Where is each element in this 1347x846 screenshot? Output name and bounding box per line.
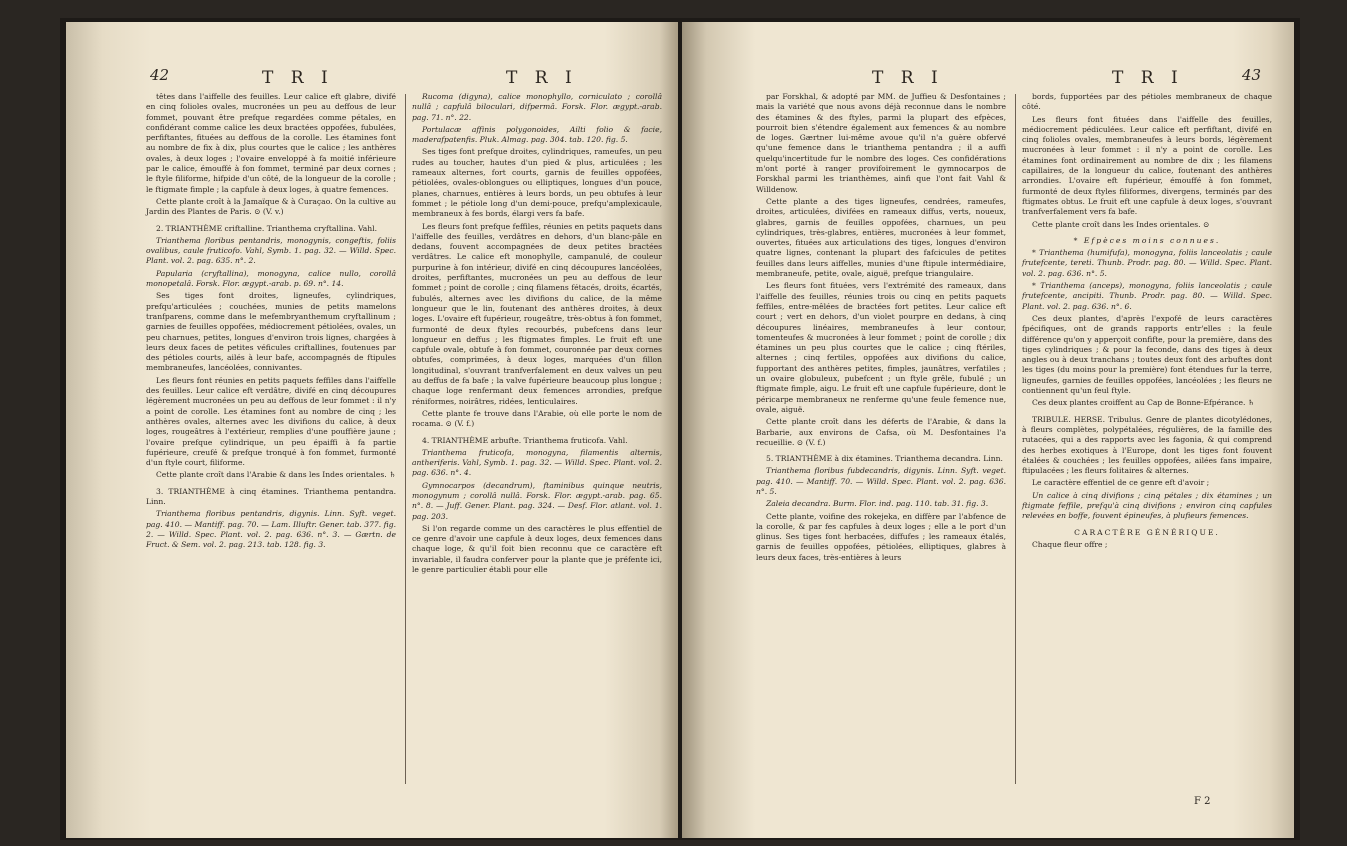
paragraph: par Forskhal, & adopté par MM. de Juffieu & Desfontaines ; mais la variété que nous avons déjà reconnue dans le nombre des étamines & des ftyles, parmi la plupart des efpèces, pourroit bien s'étendre également aux femences & au nombre de loges. Gærtner lui-même avoue qu'il n'a guère obfervé qu'une femence dans le trianthema pentandra ; il a auffi quelqu'incertitude fur le nombre des loges. Ces confidérations m'ont porté à ranger provifoirement le gymnocarpos de Forskhal parmi les trianthèmes, ainfi que l'ont fait Vahl & Willdenow. xyxy=(756,92,1006,194)
right-page xyxy=(682,22,1294,838)
text-column-right xyxy=(412,92,662,577)
paragraph: Cette plante fe trouve dans l'Arabie, où elle porte le nom de rocama. ⊙ (V. f.) xyxy=(412,408,662,429)
paragraph: Cette plante croît à la Jamaïque & à Curaçao. On la cultive au Jardin des Plantes de Paris. ⊙ (V. v.) xyxy=(146,196,396,217)
paragraph: Cette plante croît dans l'Arabie & dans les Indes orientales. ♄ xyxy=(156,470,396,480)
species-heading: 5. TRIANTHÈME à dix étamines. Trianthema decandra. Linn. xyxy=(766,454,1003,464)
paragraph: Cette plante a des tiges ligneufes, cendrées, rameufes, droites, articulées, divifées en rameaux diffus, verts, noueux, glabres, garnis de feuilles oppofées, charnues, un peu cylindriques, très-glabres, entières, mucronées à leur fommet, ouvertes, fituées aux articulations des tiges, longues d'environ quatre lignes, contenant la plupart des fafcicules de petites feuilles dans leurs aiffelles, munies d'une ftipule intermédiaire, membraneufe, petite, ovale, aiguë, prefque triangulaire. xyxy=(756,196,1006,279)
paragraph: têtes dans l'aiffelle des feuilles. Leur calice eft glabre, divifé en cinq folioles ovales, mucronées un peu au deffous de leur fommet, pouvant être prefque regardées comme pétales, en confidérant comme calice les deux bractées oppofées, fubulées, perfiftantes, fituées au deffous de la corolle. Les étamines font au nombre de fix à dix, plus courtes que le calice ; les anthères ovales, à deux loges ; l'ovaire enveloppé à fa moitié inférieure par le calice, émouffé à fon fommet, terminé par deux cornes ; le ftyle filiforme, hifpide d'un côté, de la longueur de la corolle ; le ftigmate fimple ; la capfule à deux loges, à quatre femences. xyxy=(146,92,396,194)
paragraph: * Trianthema (anceps), monogyna, foliis lanceolatis ; caule frutefcente, ancipiti. Thunb. Prodr. pag. 80. — Willd. Spec. Plant. vol. 2. pag. 636. n°. 6. xyxy=(1022,281,1272,311)
section-heading: CARACTÈRE GÉNÉRIQUE. xyxy=(1074,527,1220,537)
paragraph: Les fleurs font fituées dans l'aiffelle des feuilles, médiocrement pédiculées. Leur calice eft perfiftant, divifé en cinq folioles ovales, membraneufes à leurs bords, légèrement mucronées à leur fommet : il n'y a point de corolle. Les étamines font ordinairement au nombre de dix ; les filamens capillaires, de la longueur du calice, foutenant des anthères arrondies. L'ovaire eft fupérieur, émouffé à fon fommet, furmonté de deux ftyles filiformes, divergens, terminés par des ftigmates obtus. Le fruit eft une capfule à deux loges, s'ouvrant tranfverfalement vers fa bafe. xyxy=(1022,114,1272,217)
paragraph: Un calice à cinq divifions ; cinq pétales ; dix étamines ; un ftigmate feffile, prefqu'à cinq divifions ; environ cinq capfules relevées en boffe, fouvent épineufes, à plufieurs femences. xyxy=(1022,490,1272,521)
paragraph: Ces deux plantes croiffent au Cap de Bonne-Efpérance. ♄ xyxy=(1032,398,1255,408)
signature-mark: F 2 xyxy=(1194,796,1211,807)
paragraph: Si l'on regarde comme un des caractères le plus effentiel de ce genre d'avoir une capfule à deux loges, deux femences dans chaque loge, & qu'il foit bien reconnu que ce caractère eft invariable, il faudra conferver pour la plante que je préfente ici, le genre particulier établi pour elle xyxy=(412,523,662,575)
species-heading: 3. TRIANTHÈME à cinq étamines. Trianthema pentandra. Linn. xyxy=(146,486,396,506)
paragraph: Trianthema fruticofa, monogyna, filamentis alternis, antheriferis. Vahl, Symb. 1. pag. 32. — Willd. Spec. Plant. vol. 2. pag. 636. n°. 4. xyxy=(412,447,662,478)
species-heading: 2. TRIANTHÈME criftalline. Trianthema cryftallina. Vahl. xyxy=(156,223,377,233)
paragraph: Chaque fleur offre ; xyxy=(1032,539,1108,549)
paragraph: * Trianthema (humifufa), monogyna, foliis lanceolatis ; caule frutefcente, tereti. Thunb. Prodr. pag. 80. — Willd. Spec. Plant. vol. 2. pag. 636. n°. 5. xyxy=(1022,248,1272,278)
page-number: 43 xyxy=(1242,66,1262,84)
paragraph: Cette plante croît dans les déferts de l'Arabie, & dans la Barbarie, aux environs de Cafsa, où M. Desfontaines l'a recueillie. ⊙ (V. f.) xyxy=(756,417,1006,447)
column-rule xyxy=(1015,94,1016,784)
page-number: 42 xyxy=(150,66,170,84)
paragraph: Portulacæ affinis polygonoides, Ailti folio & facie, maderafpatenfis. Pluk. Almag. pag. 304. tab. 120. fig. 5. xyxy=(412,124,662,145)
running-header: T R I xyxy=(506,68,578,88)
paragraph: Rucoma (digyna), calice monophyllo, corniculato ; corollâ nullâ ; capfulâ biloculari, difpermâ. Forsk. Flor. ægypt.-arab. pag. 71. n°. 22. xyxy=(412,92,662,122)
paragraph: Les fleurs font fituées, vers l'extrémité des rameaux, dans l'aiffelle des feuilles, réunies trois ou cinq en petits paquets feffiles, entre-mêlées de bractées fort petites. Leur calice eft court ; vert en dehors, d'un violet pourpre en dedans, à cinq découpures linéaires, membraneufes à leur contour, tomenteufes & mucronées à leur fommet ; point de corolle ; dix étamines un peu plus courtes que le calice ; cinq ftériles, alternes ; cinq fertiles, oppofées aux divifions du calice, fupportant des anthères petites, fimples, jaunâtres, verfatiles ; un ovaire globuleux, pubefcent ; un ftyle grêle, fubulé ; un ftigmate fimple, aigu. Le fruit eft une capfule fupérieure, dont le péricarpe membraneux ne renferme qu'une feule femence nue, ovale, aiguë. xyxy=(756,281,1006,414)
column-rule xyxy=(405,94,406,784)
text-column-right xyxy=(1022,92,1272,552)
paragraph: Les fleurs font réunies en petits paquets feffiles dans l'aiffelle des feuilles. Leur calice eft verdâtre, divifé en cinq découpures légèrement mucronées un peu au deffous de leur fommet : il n'y a point de corolle. Les étamines font au nombre de cinq ; les anthères ovales, alternes avec les divifions du calice, à deux loges, rougeâtres à l'extérieur, remplies d'une pouffière jaune ; l'ovaire prefque cylindrique, un peu épaiffi à fa partie fupérieure, creufé & prefque tronqué à fon fommet, furmonté d'un ftyle court, filiforme. xyxy=(146,375,396,468)
text-column-left xyxy=(146,92,396,552)
book-spread xyxy=(60,18,1300,840)
left-page xyxy=(66,22,678,838)
paragraph: Ces deux plantes, d'après l'expofé de leurs caractères fpécifiques, ont de grands rapports entr'elles : la feule différence qu'on y apperçoit confifte, pour la première, dans des tiges cylindriques ; & pour la feconde, dans des tiges à deux angles ou à deux tranchans ; toutes deux font des arbuftes dont les tiges (du moins pour la première) font étendues fur la terre, ligneufes, garnies de feuilles oppofées, lancéolées ; les fleurs ne contiennent qu'un feul ftyle. xyxy=(1022,313,1272,396)
genus-heading: TRIBULE. HERSE. Tribulus. Genre de plantes dicotylédones, à fleurs complètes, polypétalées, régulières, de la famille des rutacées, qui a des rapports avec les fagonia, & qui comprend des herbes exotiques à l'Europe, dont les tiges font fouvent étalées & couchées ; les feuilles oppofées, ailées fans impaire, ftipulacées ; les fleurs folitaires & alternes. xyxy=(1022,414,1272,476)
running-header: T R I xyxy=(1112,68,1184,88)
running-header: T R I xyxy=(872,68,944,88)
paragraph: Zaleia decandra. Burm. Flor. ind. pag. 110. tab. 31. fig. 3. xyxy=(766,499,989,509)
paragraph: Le caractère effentiel de ce genre eft d'avoir ; xyxy=(1032,478,1210,488)
paragraph: Gymnocarpos (decandrum), ftaminibus quinque neutris, monogynum ; corollâ nullâ. Forsk. Flor. ægypt.-arab. pag. 65. n°. 8. — Juff. Gener. Plant. pag. 324. — Desf. Flor. atlant. vol. 1. pag. 203. xyxy=(412,480,662,521)
paragraph: Trianthema floribus pentandris, monogynis, congeftis, foliis ovalibus, caule fruticofo. Vahl, Symb. 1. pag. 32. — Willd. Spec. Plant. vol. 2. pag. 635. n°. 2. xyxy=(146,235,396,266)
paragraph: Cette plante, voifine des rokejeka, en diffère par l'abfence de la corolle, & par fes capfules à deux loges ; elle a le port d'un glinus. Ses tiges font herbacées, diffufes ; les rameaux étalés, garnis de feuilles oppofées, pétiolées, elliptiques, glabres à leurs deux faces, très-entières à leurs xyxy=(756,511,1006,562)
section-heading: * Efpèces moins connues. xyxy=(1073,235,1221,245)
paragraph: Cette plante croît dans les Indes orientales. ⊙ xyxy=(1032,219,1210,229)
paragraph: Ses tiges font droites, ligneufes, cylindriques, prefqu'articulées ; couchées, munies de petits mamelons tranfparens, comme dans le mefembryanthemum cryftallinum ; garnies de feuilles oppofées, médiocrement pétiolées, ovales, un peu charnues, petites, longues d'environ trois lignes, chargées à leurs deux faces de petites véficules criftallines, foutenues par des pétioles courts, ailés à leur bafe, accompagnés de ftipules membraneufes, lancéolées, connivantes. xyxy=(146,291,396,373)
species-heading: 4. TRIANTHÈME arbufte. Trianthema fruticofa. Vahl. xyxy=(422,435,628,445)
paragraph: Ses tiges font prefque droites, cylindriques, rameufes, un peu rudes au toucher, hautes d'un pied & plus, articulées ; les rameaux alternes, fort courts, garnis de feuilles oppofées, pétiolées, ovales-oblongues ou elliptiques, longues d'un pouce, planes, charnues, entières à leurs bords, un peu obtufes à leur fommet ; le pétiole long d'un demi-pouce, prefqu'amplexicaule, membraneux à fes bords, élargi vers fa bafe. xyxy=(412,147,662,219)
paragraph: bords, fupportées par des pétioles membraneux de chaque côté. xyxy=(1022,92,1272,112)
paragraph: Papularia (cryftallina), monogyna, calice nullo, corollâ monopetalâ. Forsk. Flor. ægypt.-arab. p. 69. n°. 14. xyxy=(146,268,396,289)
running-header: T R I xyxy=(262,68,334,88)
text-column-left xyxy=(756,92,1006,565)
paragraph: Les fleurs font prefque feffiles, réunies en petits paquets dans l'aiffelle des feuilles, verdâtres en dehors, d'un blanc-pâle en dedans, fouvent accompagnées de deux petites bractées verdâtres. Le calice eft monophylle, campanulé, de couleur purpurine à fon intérieur, divifé en cinq découpures lancéolées, droites, perfiftantes, mucronées un peu au deffous de leur fommet ; point de corolle ; cinq filamens fétacés, droits, écartés, fubulés, alternes avec les divifions du calice, de la même longueur que le lin, foutenant des anthères droites, à deux loges. L'ovaire eft fupérieur, rougeâtre, très-obtus à fon fommet, furmonté de deux ftyles recourbés, pubefcens dans leur longueur en deffus ; les ftigmates fimples. Le fruit eft une capfule ovale, obtufe à fon fommet, couronnée par deux cornes obtufes, comprimées, à deux loges, marquées d'un fillon longitudinal, s'ouvrant tranfverfalement en deux valves un peu au deffus de fa bafe ; la valve fupérieure beaucoup plus longue ; chaque loge renfermant deux femences arrondies, prefque réniformes, noirâtres, ridées, lenticulaires. xyxy=(412,221,662,406)
paragraph: Trianthema floribus pentandris, digynis. Linn. Syft. veget. pag. 410. — Mantiff. pag. 70. — Lam. Illuftr. Gener. tab. 377. fig. 2. — Willd. Spec. Plant. vol. 2. pag. 636. n°. 3. — Gærtn. de Fruct. & Sem. vol. 2. pag. 213. tab. 128. fig. 3. xyxy=(146,509,396,550)
paragraph: Trianthema floribus fubdecandris, digynis. Linn. Syft. veget. pag. 410. — Mantiff. 70. — Willd. Spec. Plant. vol. 2. pag. 636. n°. 5. xyxy=(756,466,1006,496)
